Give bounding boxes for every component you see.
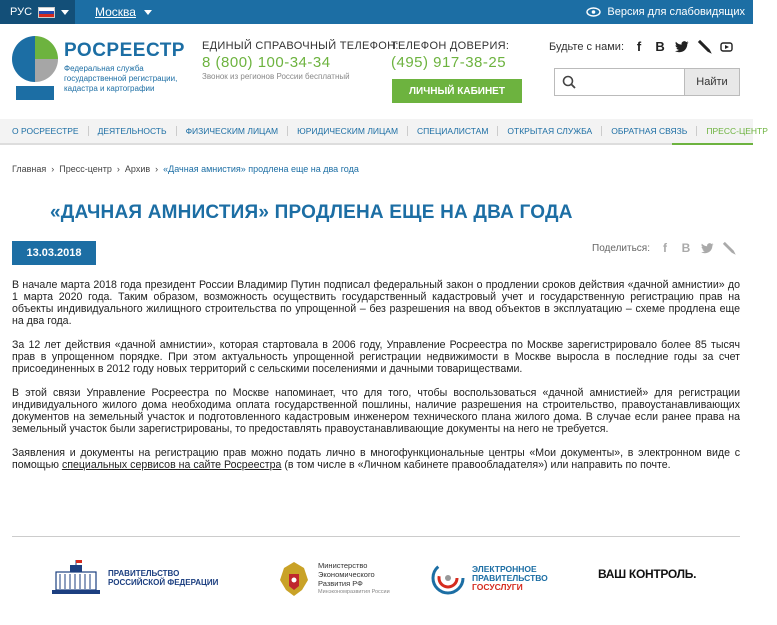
nav-item-about[interactable]: О РОСРЕЕСТРЕ bbox=[12, 126, 89, 136]
share-block bbox=[592, 241, 735, 255]
breadcrumb-home[interactable]: Главная bbox=[12, 164, 47, 174]
breadcrumb-separator: › bbox=[51, 164, 55, 174]
article-text: Заявления и документы на регистрацию прав можно подать лично в многофункциональные центры «Мои документы», в электронном виде с помощью bbox=[12, 447, 740, 471]
blind-version-link[interactable] bbox=[586, 0, 745, 24]
gosuslugi-icon bbox=[430, 560, 466, 596]
helpline-label: ЕДИНЫЙ СПРАВОЧНЫЙ ТЕЛЕФОН: bbox=[202, 40, 399, 52]
partner-gosuslugi-text bbox=[472, 565, 548, 592]
livejournal-icon[interactable] bbox=[698, 40, 711, 53]
partner-text-line: ПРАВИТЕЛЬСТВО bbox=[108, 569, 180, 578]
eye-icon bbox=[586, 7, 601, 17]
city-selector[interactable] bbox=[95, 0, 152, 24]
nav-item-open-service[interactable]: ОТКРЫТАЯ СЛУЖБА bbox=[498, 126, 602, 136]
coat-of-arms-icon bbox=[276, 560, 312, 598]
facebook-icon[interactable]: f bbox=[636, 39, 642, 54]
blind-version-label: Версия для слабовидящих bbox=[607, 6, 745, 18]
site-logo[interactable] bbox=[10, 34, 195, 104]
language-label: РУС bbox=[10, 6, 33, 18]
breadcrumb bbox=[12, 164, 359, 174]
search-input[interactable] bbox=[583, 69, 683, 95]
nav-item-legal-entities[interactable]: ЮРИДИЧЕСКИМ ЛИЦАМ bbox=[288, 126, 408, 136]
logo-subtitle: Федеральная служба государственной регистрации, кадастра и картографии bbox=[64, 64, 178, 93]
footer-divider bbox=[12, 536, 740, 537]
main-nav bbox=[0, 119, 768, 145]
helpline-note: Звонок из регионов России бесплатный bbox=[202, 72, 350, 81]
twitter-icon[interactable] bbox=[675, 41, 689, 53]
page-title: «ДАЧНАЯ АМНИСТИЯ» ПРОДЛЕНА ЕЩЕ НА ДВА ГОДА bbox=[50, 202, 573, 223]
partner-economy-text bbox=[318, 561, 390, 597]
share-livejournal-icon[interactable] bbox=[723, 242, 735, 254]
breadcrumb-archive[interactable]: Архив bbox=[124, 164, 151, 174]
partner-text-line: ЭЛЕКТРОННОЕ bbox=[472, 563, 537, 574]
article-paragraph: В этой связи Управление Росреестра по Москве напоминает, что для того, чтобы воспользоваться «дачной амнистией» для регистрации индивидуального жилого дома необходима оплата государственной пошлины, наличие разрешения на строительство, правоустанавливающих документов на земельный участок и подготовленного кадастровым инженером технического плана жилого дома. В случае если ранее права на земельный участок были зарегистрированы, то предоставлять правоустанавливающие документы на него не требуется. bbox=[12, 387, 740, 435]
nav-item-specialists[interactable]: СПЕЦИАЛИСТАМ bbox=[408, 126, 498, 136]
breadcrumb-current: «Дачная амнистия» продлена еще на два года bbox=[163, 164, 359, 174]
partner-text-line: РОССИЙСКОЙ ФЕДЕРАЦИИ bbox=[108, 578, 219, 587]
partner-text-line: Экономического bbox=[318, 570, 375, 579]
personal-cabinet-button[interactable]: ЛИЧНЫЙ КАБИНЕТ bbox=[392, 79, 522, 103]
search-box bbox=[554, 68, 740, 96]
partner-control-text: ВАШ КОНТРОЛЬ. bbox=[598, 567, 697, 581]
nav-item-press-center[interactable]: ПРЕСС-ЦЕНТР bbox=[706, 126, 768, 136]
share-facebook-icon[interactable]: f bbox=[663, 241, 667, 255]
article-paragraph bbox=[12, 447, 740, 471]
breadcrumb-press-center[interactable]: Пресс-центр bbox=[59, 164, 112, 174]
rosreestr-logo-icon bbox=[10, 34, 60, 102]
partner-text-line: Минэкономразвития России bbox=[318, 589, 390, 595]
partner-government[interactable] bbox=[50, 560, 218, 596]
nav-item-activity[interactable]: ДЕЯТЕЛЬНОСТЬ bbox=[89, 126, 177, 136]
partner-gosuslugi[interactable] bbox=[430, 560, 548, 596]
nav-item-feedback[interactable]: ОБРАТНАЯ СВЯЗЬ bbox=[602, 126, 697, 136]
services-link[interactable]: специальных сервисов на сайте Росреестра bbox=[61, 459, 282, 471]
trust-line-block bbox=[391, 40, 509, 71]
article-date: 13.03.2018 bbox=[12, 241, 96, 265]
partner-your-control[interactable] bbox=[598, 567, 697, 581]
russia-flag-icon bbox=[38, 7, 55, 18]
trust-line-label: ТЕЛЕФОН ДОВЕРИЯ: bbox=[391, 40, 510, 52]
share-vkontakte-icon[interactable]: В bbox=[681, 241, 691, 255]
vkontakte-icon[interactable]: В bbox=[655, 39, 665, 54]
partner-economy-ministry[interactable] bbox=[276, 560, 390, 598]
logo-title: РОСРЕЕСТР bbox=[64, 40, 185, 61]
chevron-down-icon bbox=[144, 10, 152, 15]
search-button[interactable]: Найти bbox=[684, 69, 739, 95]
partner-text-line: ГОСУСЛУГИ bbox=[472, 581, 523, 592]
partner-text-line: Развития РФ bbox=[318, 579, 363, 588]
youtube-icon[interactable] bbox=[720, 40, 733, 53]
search-icon bbox=[562, 75, 576, 89]
partner-government-text bbox=[108, 569, 218, 587]
article-paragraph: За 12 лет действия «дачной амнистии», которая стартовала в 2006 году, Управление Росреестра по Москве зарегистрировало более 85 тысяч прав в упрощенном порядке. При этом актуальность упрощенной регистрации недвижимости в Москве выросла в последние годы за счет присоединенных в 2012 году новых территорий с сельскими поселениями и дачными товариществами. bbox=[12, 339, 740, 375]
chevron-down-icon bbox=[61, 10, 69, 15]
social-links bbox=[549, 39, 733, 54]
breadcrumb-separator: › bbox=[155, 164, 159, 174]
nav-item-individuals[interactable]: ФИЗИЧЕСКИМ ЛИЦАМ bbox=[177, 126, 289, 136]
partner-text-line: Министерство bbox=[318, 561, 368, 570]
government-building-icon bbox=[50, 560, 102, 596]
article-text: (в том числе в «Личном кабинете правообладателя») или направить по почте. bbox=[281, 459, 671, 471]
share-label: Поделиться: bbox=[592, 242, 650, 254]
nav-active-indicator bbox=[672, 143, 753, 145]
share-twitter-icon[interactable] bbox=[701, 243, 714, 254]
trust-line-number[interactable]: (495) 917-38-25 bbox=[391, 54, 507, 71]
top-bar bbox=[0, 0, 753, 24]
article-paragraph: В начале марта 2018 года президент России Владимир Путин подписал федеральный закон о продлении сроков действия «дачной амнистии» до 1 марта 2020 года. Таким образом, возможность осуществить государственный кадастровый учет и государственную регистрацию прав на объекты индивидуального жилищного строительства по упрощенной – без разрешения на ввод объектов в эксплуатацию – схеме продлена еще на два года. bbox=[12, 279, 740, 327]
language-switcher[interactable] bbox=[0, 0, 75, 24]
breadcrumb-separator: › bbox=[116, 164, 120, 174]
article-body bbox=[12, 279, 740, 483]
partner-text-line: ПРАВИТЕЛЬСТВО bbox=[472, 572, 548, 583]
helpline-number[interactable]: 8 (800) 100-34-34 bbox=[202, 54, 331, 71]
city-label: Москва bbox=[95, 5, 136, 19]
social-label: Будьте с нами: bbox=[549, 40, 625, 53]
helpline-block bbox=[202, 40, 399, 81]
